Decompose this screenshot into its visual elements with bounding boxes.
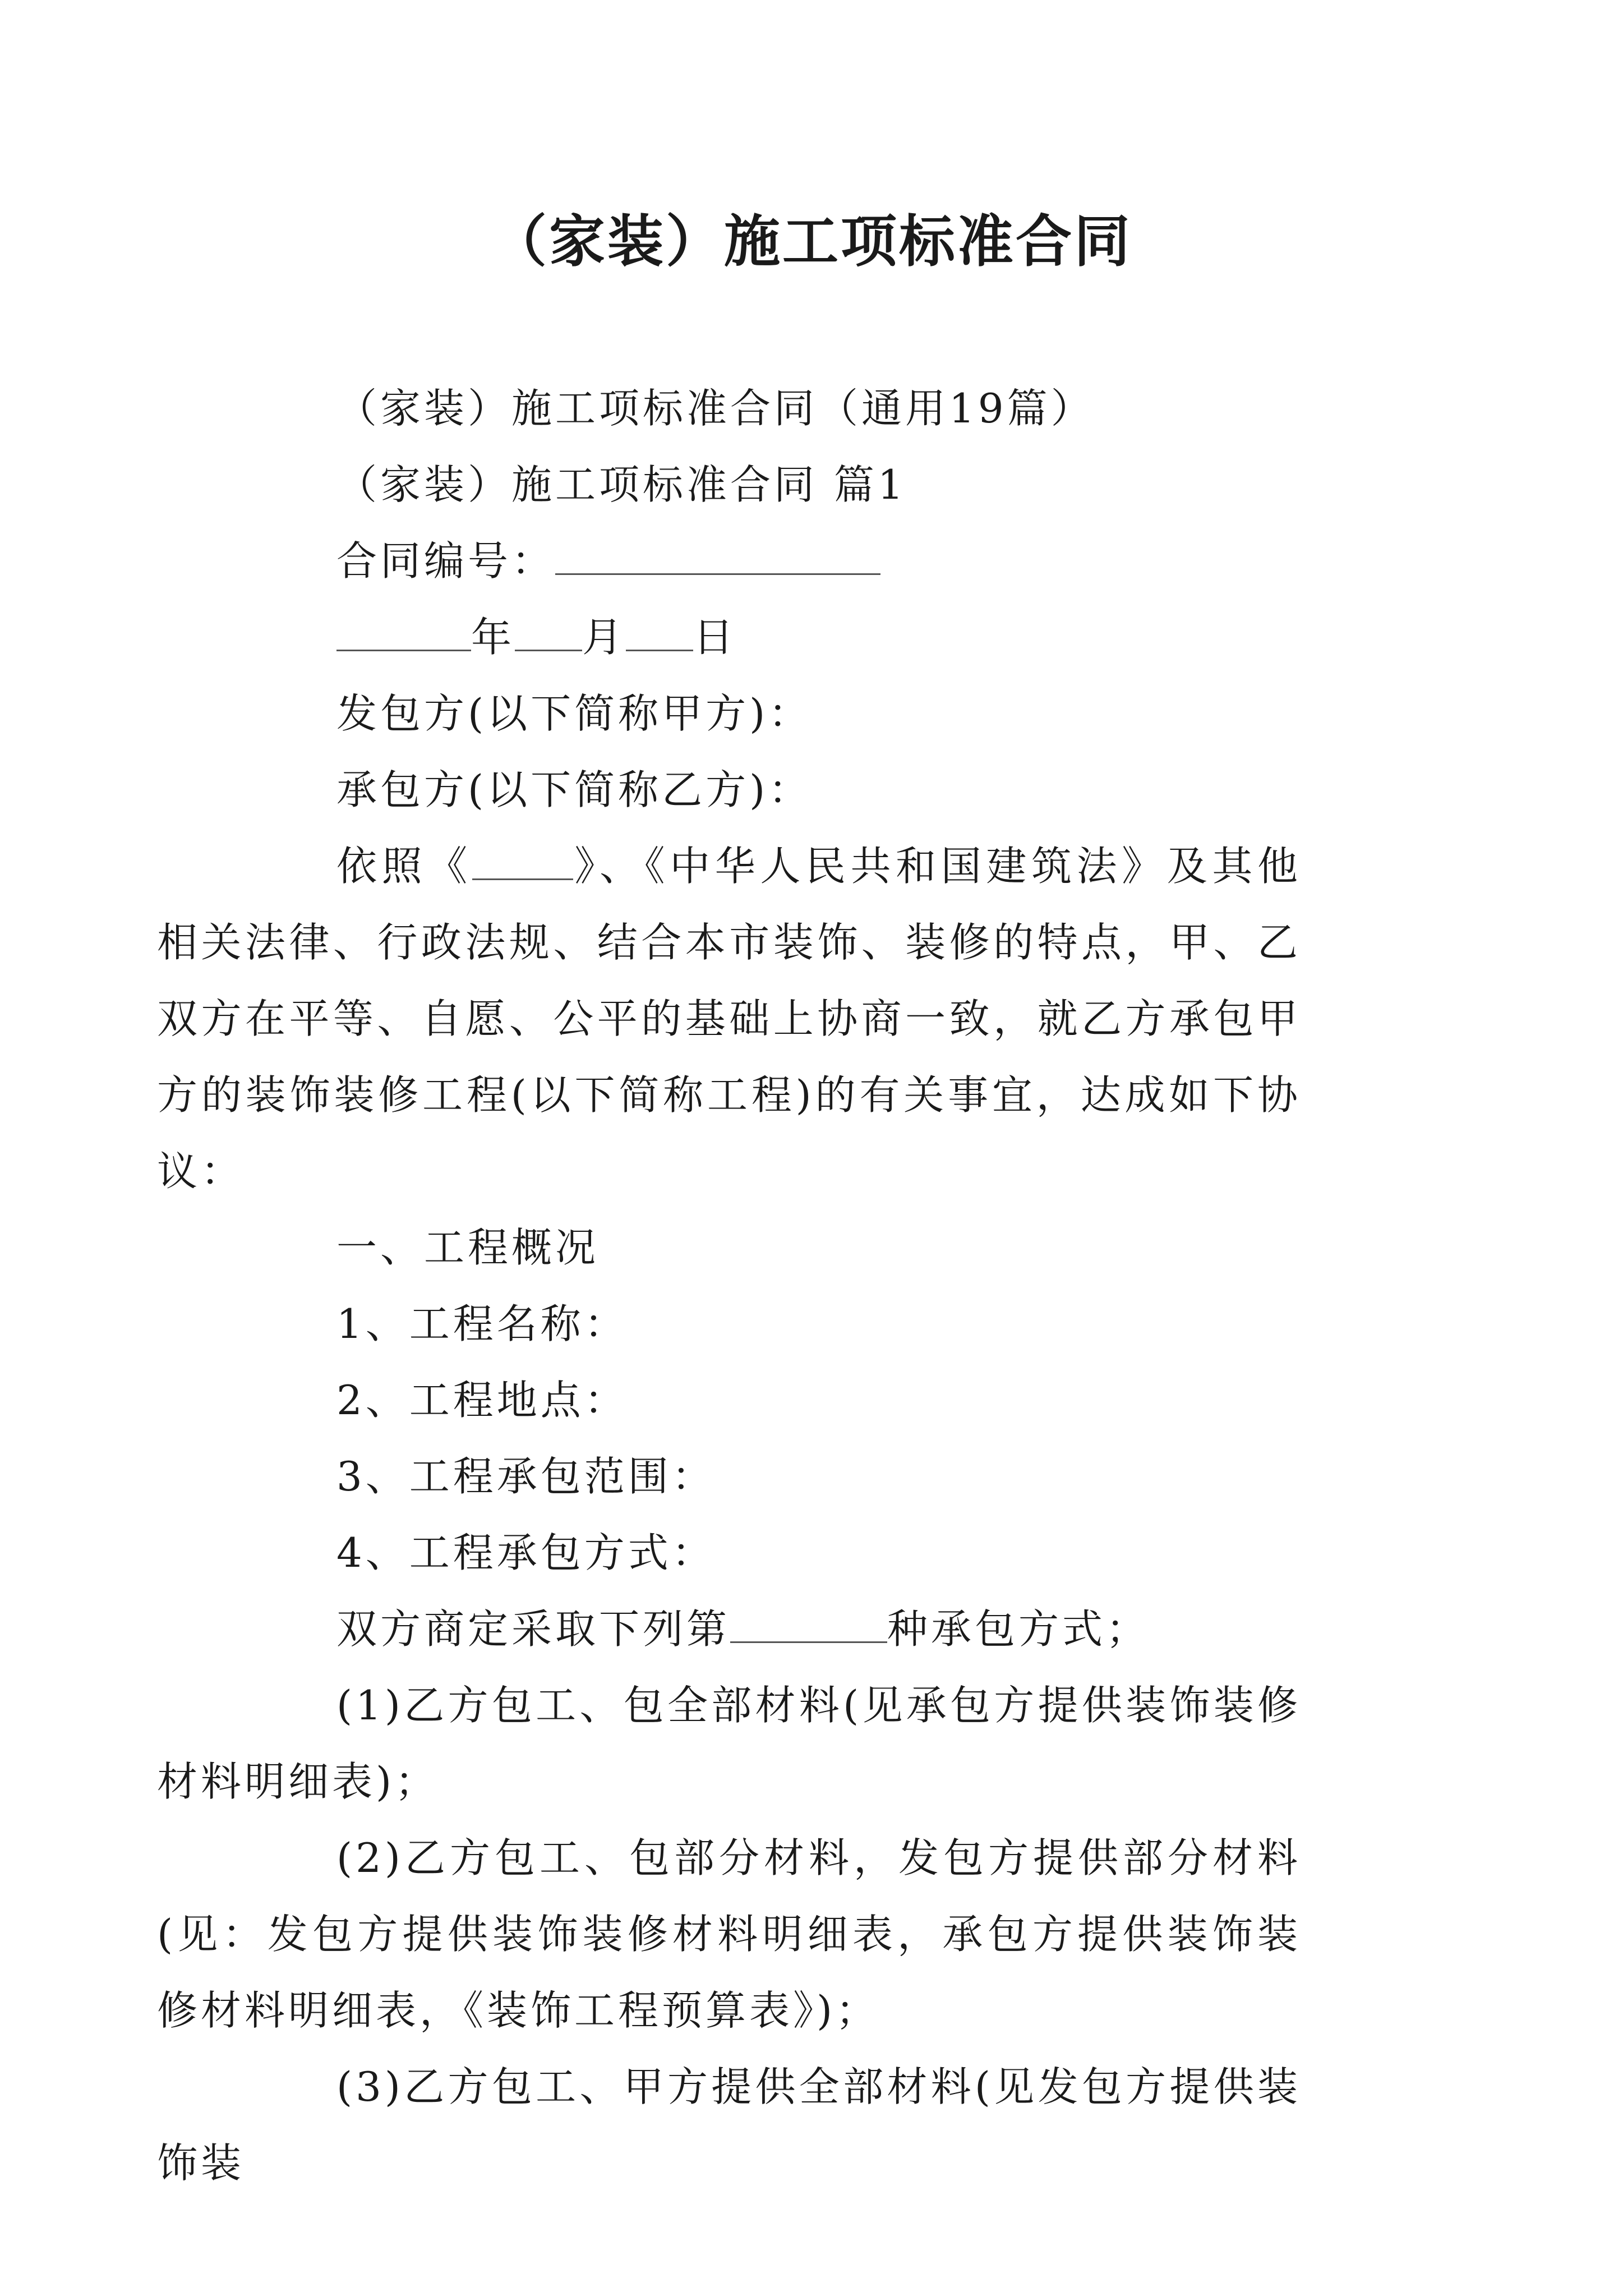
option-1-paragraph: (1)乙方包工、包全部材料(见承包方提供装饰装修材料明细表)；	[157, 1682, 1301, 1805]
contract-number-label: 合同编号：	[336, 537, 556, 585]
article-heading: （家装）施工项标准合同 篇1	[336, 461, 907, 508]
contract-number-blank	[555, 540, 880, 575]
date-day-label: 日	[693, 614, 737, 661]
preamble-start: 依照《	[336, 843, 472, 890]
subtitle: （家装）施工项标准合同（通用19篇）	[336, 385, 1095, 432]
project-location-item: 2、工程地点：	[336, 1377, 628, 1424]
option-3-paragraph: (3)乙方包工、甲方提供全部材料(见发包方提供装饰装	[157, 2063, 1301, 2187]
mode-selection-line	[247, 1591, 1391, 1667]
law-name-blank	[472, 845, 573, 880]
project-mode-item: 4、工程承包方式：	[336, 1529, 716, 1576]
date-year-blank	[336, 616, 471, 651]
mode-number-blank	[730, 1608, 887, 1643]
option-2-paragraph: (2)乙方包工、包部分材料，发包方提供部分材料(见：发包方提供装饰装修材料明细表，承包方提供装饰装修材料明细表，《装饰工程预算表》)；	[157, 1834, 1301, 2034]
date-day-blank	[626, 616, 693, 651]
party-b-line: 承包方(以下简称乙方)：	[336, 766, 813, 813]
preamble-rest: 》、《中华人民共和国建筑法》及其他相关法律、行政法规、结合本市装饰、装修的特点，甲、乙双方在平等、自愿、公平的基础上协商一致，就乙方承包甲方的装饰装修工程(以下简称工程)的有关事宜，达成如下协议：	[157, 843, 1301, 1195]
page-title: （家装）施工项标准合同	[491, 208, 1132, 274]
mode-selection-start: 双方商定采取下列第	[336, 1605, 731, 1653]
date-year-label: 年	[471, 614, 515, 661]
project-scope-item: 3、工程承包范围：	[336, 1453, 716, 1500]
contract-number-line	[247, 523, 1391, 599]
date-month-blank	[515, 616, 582, 651]
document-body	[157, 370, 1391, 2201]
mode-selection-end: 种承包方式；	[887, 1605, 1150, 1653]
date-month-label: 月	[582, 614, 626, 661]
section-heading-1: 一、工程概况	[336, 1224, 600, 1271]
date-line	[247, 599, 1391, 675]
party-a-line: 发包方(以下简称甲方)：	[336, 690, 813, 737]
project-name-item: 1、工程名称：	[336, 1300, 628, 1347]
preamble-paragraph	[157, 828, 1301, 1209]
